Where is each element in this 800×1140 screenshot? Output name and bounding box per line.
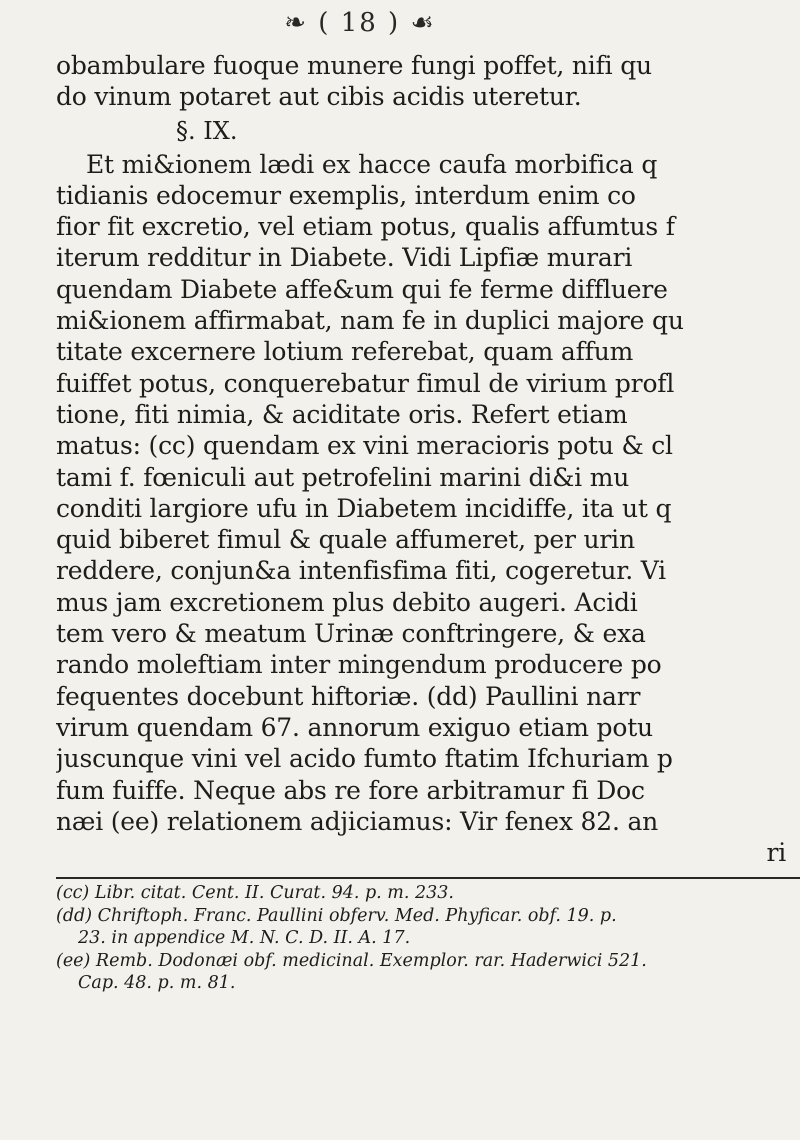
text-line: virum quendam 67. annorum exiguo etiam potu [56, 712, 653, 742]
text-line: matus: (cc) quendam ex vini meracioris potu & cl [56, 431, 673, 461]
text-line: quendam Diabete affe&um qui fe ferme diffluere [56, 274, 668, 304]
text-line: obambulare fuoque munere fungi poffet, nifi qu [56, 51, 652, 80]
text-line: tione, fiti nimia, & aciditate oris. Refert etiam [56, 399, 628, 429]
text-line: mi&ionem affirmabat, nam fe in duplici majore qu [56, 306, 684, 336]
footnote: (cc) Libr. citat. Cent. II. Curat. 94. p. m. 233. [56, 883, 454, 903]
footnote: Cap. 48. p. m. 81. [78, 973, 236, 993]
text-line: fuiffet potus, conquerebatur fimul de virium profl [56, 368, 675, 398]
footnote-divider [56, 877, 800, 879]
section-heading: §. IX. [176, 116, 238, 145]
text-line: juscunque vini vel acido fumto ftatim Ifchuriam p [56, 744, 673, 774]
page-number-header: ❧ ( 18 ) ☙ [284, 8, 436, 38]
text-line: do vinum potaret aut cibis acidis uteretur. [56, 82, 582, 112]
text-line: titate excernere lotium referebat, quam affum [56, 337, 634, 367]
text-line: Et mi&ionem lædi ex hacce caufa morbifica q [86, 149, 658, 179]
text-line: reddere, conjun&a intenfisfima fiti, cogeretur. Vi [56, 556, 666, 586]
text-line: quid biberet fimul & quale affumeret, per urin [56, 525, 635, 555]
footnote: (ee) Remb. Dodonæi obf. medicinal. Exemplor. rar. Haderwici 521. [56, 950, 647, 971]
text-line: fior fit excretio, vel etiam potus, qualis affumtus f [56, 212, 675, 242]
text-line: tidianis edocemur exemplis, interdum enim co [56, 180, 636, 210]
footnotes [56, 882, 800, 995]
text-line: tami f. fœniculi aut petrofelini marini di&i mu [56, 462, 630, 492]
text-line: iterum redditur in Diabete. Vidi Lipfiæ murari [56, 243, 633, 273]
body-text [56, 50, 800, 868]
text-line: fum fuiffe. Neque abs re fore arbitramur fi Doc [56, 775, 645, 805]
text-line: rando moleftiam inter mingendum producere po [56, 650, 662, 680]
text-line: mus jam excretionem plus debito augeri. Acidi [56, 587, 638, 617]
text-line: conditi largiore ufu in Diabetem incidiffe, ita ut q [56, 493, 672, 523]
footnote: (dd) Chriftoph. Franc. Paullini obferv. Med. Phyficar. obf. 19. p. [56, 905, 617, 926]
text-line: fequentes docebunt hiftoriæ. (dd) Paullini narr [56, 681, 641, 711]
catchword: ri [766, 838, 786, 868]
text-line: tem vero & meatum Urinæ conftringere, & exa [56, 619, 646, 649]
footnote: 23. in appendice M. N. C. D. II. A. 17. [78, 928, 411, 948]
text-line: næi (ee) relationem adjiciamus: Vir fenex 82. an [56, 806, 659, 836]
